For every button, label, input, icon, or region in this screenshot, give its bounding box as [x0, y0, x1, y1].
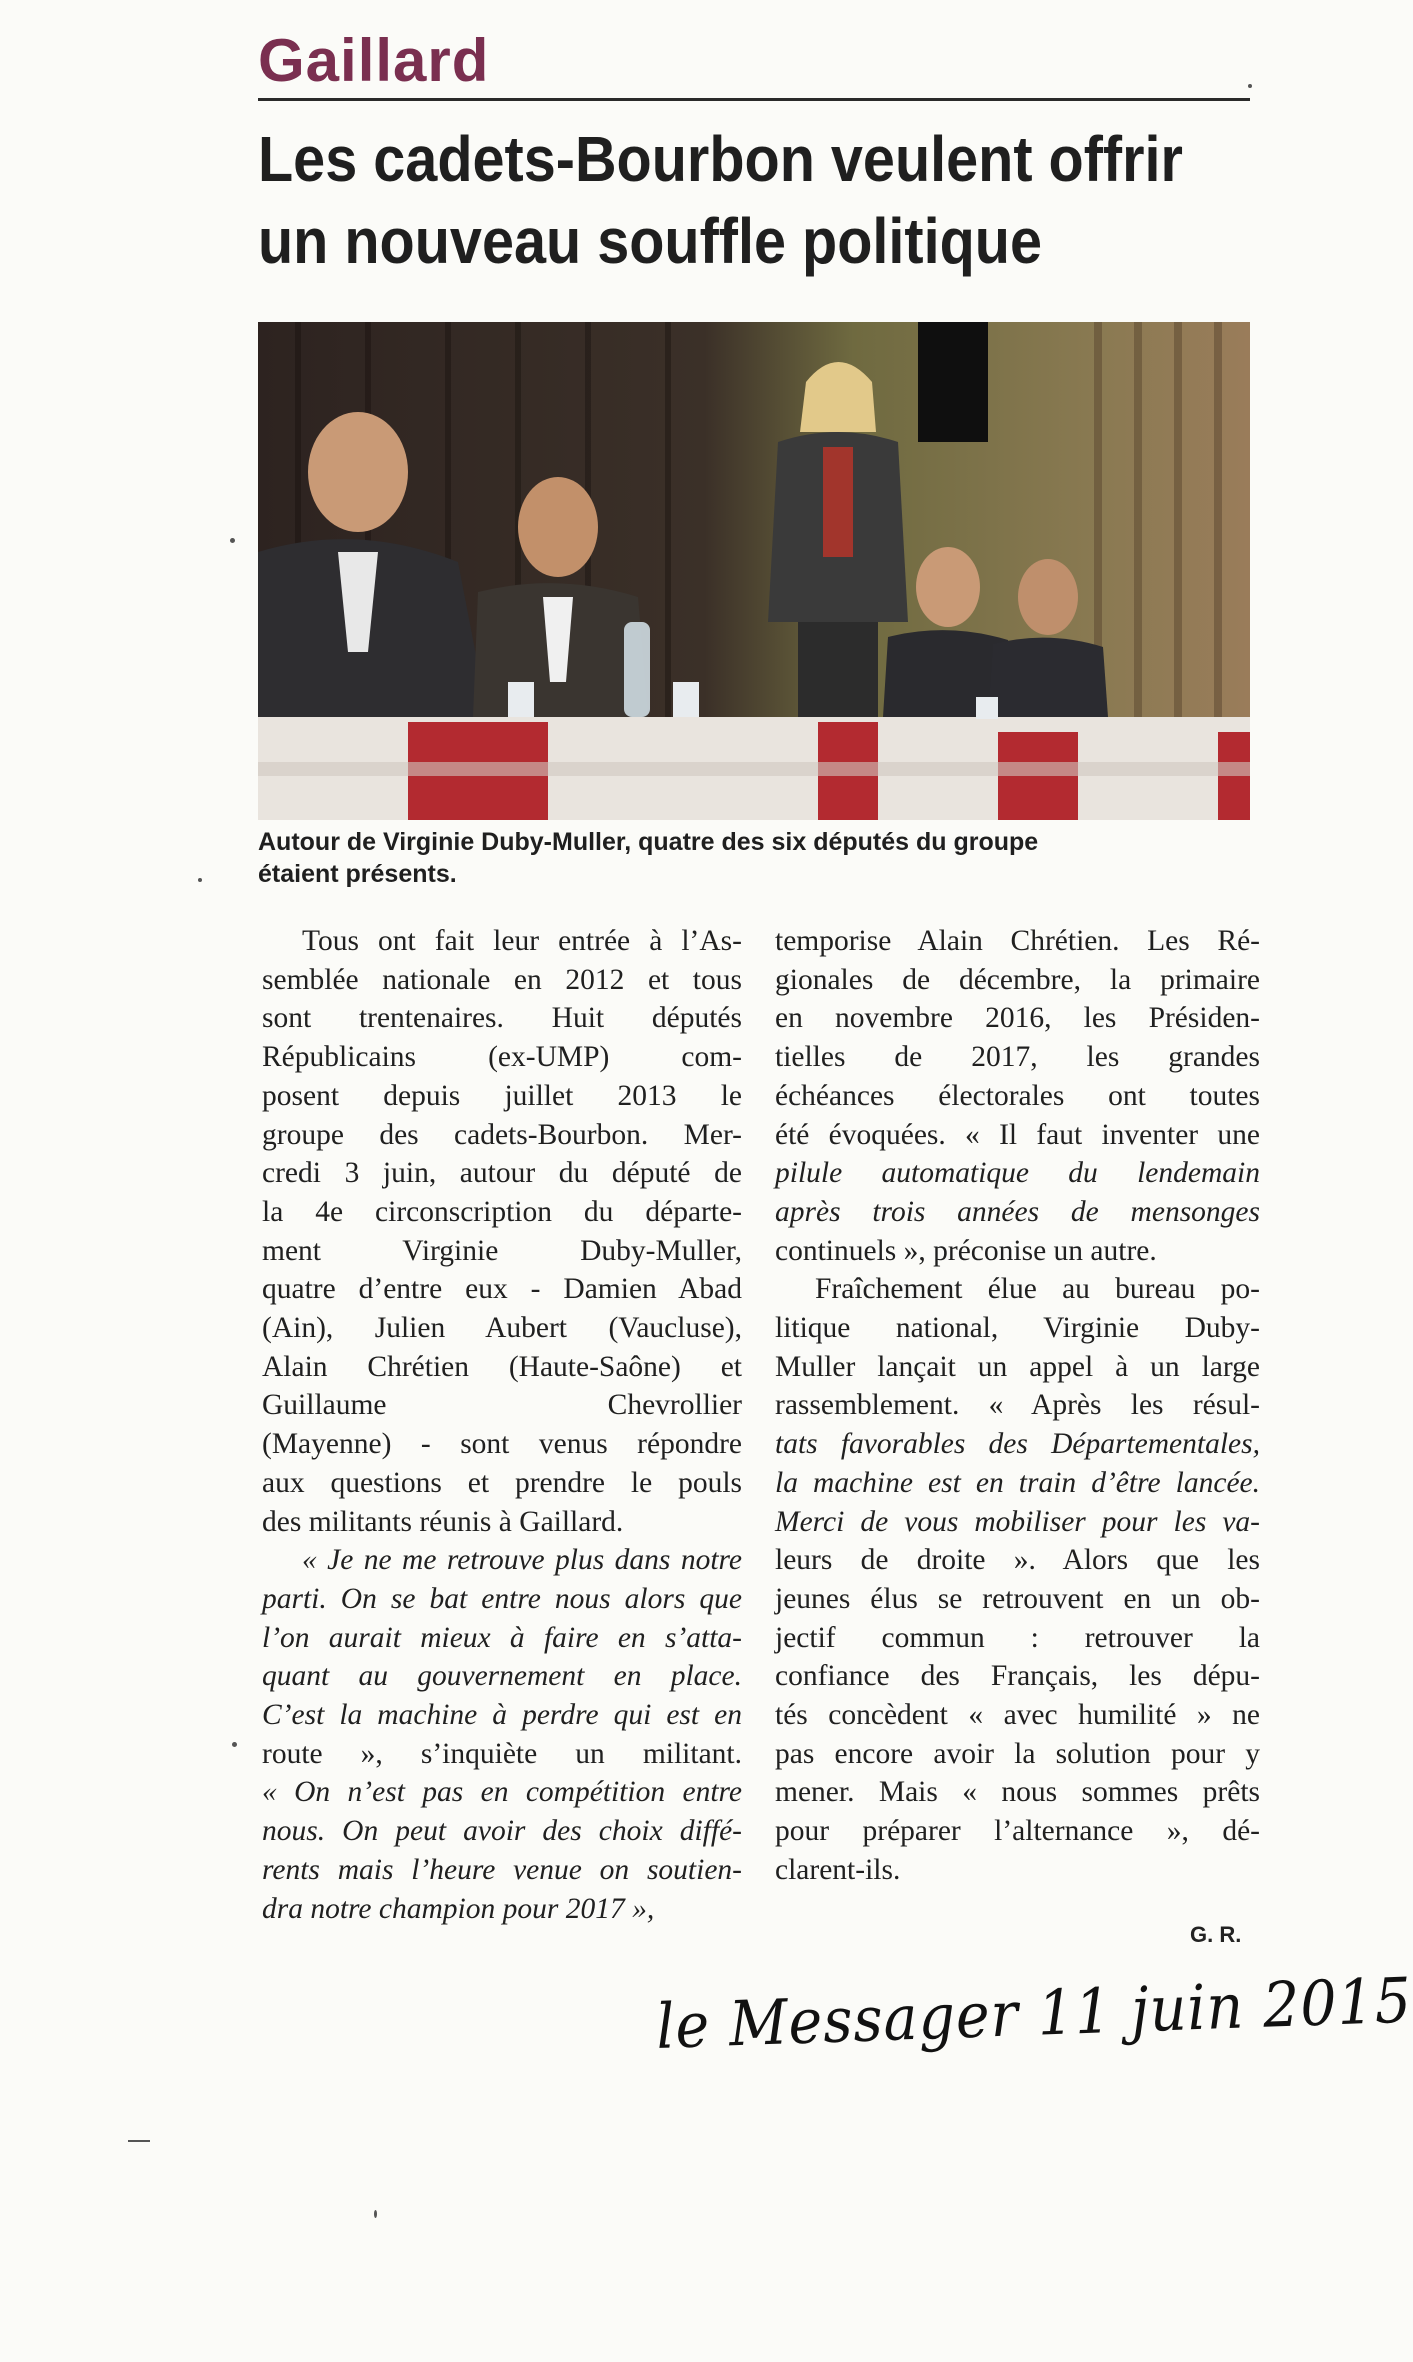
text-line: parti. On se bat entre nous alors que — [262, 1582, 742, 1615]
text-line: rents mais l’heure venue on soutien- — [262, 1853, 742, 1886]
text-line: « On n’est pas en compétition entre — [262, 1776, 742, 1809]
section-rule — [258, 98, 1250, 101]
section-title: Gaillard — [258, 27, 490, 94]
headline-line: Les cadets-Bourbon veulent offrir — [258, 123, 1183, 195]
text-line: leurs de droite ». Alors que les — [775, 1544, 1260, 1577]
text-line: Merci de vous mobiliser pour les va- — [775, 1505, 1260, 1538]
caption-line: étaient présents. — [258, 860, 457, 888]
text-line: jectif commun : retrouver la — [775, 1621, 1260, 1654]
text-line: rassemblement. « Après les résul- — [775, 1389, 1260, 1422]
text-line: échéances électorales ont toutes — [775, 1079, 1260, 1112]
text-line: gionales de décembre, la primaire — [775, 963, 1260, 996]
text-line: des militants réunis à Gaillard. — [262, 1505, 624, 1538]
text-line: clarent-ils. — [775, 1853, 901, 1886]
text-line: la machine est en train d’être lancée. — [775, 1466, 1260, 1499]
text-line: après trois années de mensonges — [775, 1195, 1260, 1228]
text-line: mener. Mais « nous sommes prêts — [775, 1776, 1260, 1809]
text-line: credi 3 juin, autour du député de — [262, 1157, 742, 1190]
text-line: nous. On peut avoir des choix diffé- — [262, 1815, 742, 1848]
text-line: temporise Alain Chrétien. Les Ré- — [775, 925, 1260, 957]
text-line: C’est la machine à perdre qui est en — [262, 1699, 742, 1732]
caption-line: Autour de Virginie Duby-Muller, quatre des six députés du groupe — [258, 828, 1039, 856]
text-line: (Ain), Julien Aubert (Vaucluse), — [262, 1312, 742, 1345]
scan-speck — [198, 878, 202, 882]
article-column-1 — [262, 922, 742, 1928]
scan-speck — [374, 2210, 377, 2218]
text-line: route », s’inquiète un militant. — [262, 1737, 742, 1770]
text-line: Alain Chrétien (Haute-Saône) et — [262, 1350, 742, 1383]
text-line: « Je ne me retrouve plus dans notre — [302, 1544, 742, 1577]
photo-illustration — [258, 322, 1250, 820]
text-line: pilule automatique du lendemain — [775, 1157, 1260, 1190]
handwritten-note: le Messager 11 juin 2015 — [655, 1963, 1413, 2063]
text-line: tés concèdent « avec humilité » ne — [775, 1699, 1260, 1732]
text-line: (Mayenne) - sont venus répondre — [262, 1428, 742, 1461]
scan-speck — [232, 1742, 237, 1747]
text-line: semblée nationale en 2012 et tous — [262, 963, 742, 996]
article-column-2 — [775, 922, 1260, 1890]
scan-speck — [128, 2140, 150, 2142]
text-line: Guillaume Chevrollier — [262, 1389, 742, 1422]
text-line: aux questions et prendre le pouls — [262, 1466, 742, 1499]
text-line: tats favorables des Départementales, — [775, 1428, 1260, 1461]
text-line: l’on aurait mieux à faire en s’atta- — [262, 1621, 742, 1654]
text-line: litique national, Virginie Duby- — [775, 1312, 1260, 1345]
headline — [258, 118, 1183, 282]
text-line: Républicains (ex-UMP) com- — [262, 1041, 742, 1074]
text-line: Tous ont fait leur entrée à l’As- — [302, 925, 742, 957]
text-line: tielles de 2017, les grandes — [775, 1041, 1260, 1074]
text-line: Fraîchement élue au bureau po- — [815, 1273, 1260, 1306]
text-line: sont trentenaires. Huit députés — [262, 1002, 742, 1035]
article-photo — [258, 322, 1250, 820]
text-line: pas encore avoir la solution pour y — [775, 1737, 1260, 1770]
text-line: quant au gouvernement en place. — [262, 1660, 742, 1693]
text-line: la 4e circonscription du départe- — [262, 1195, 742, 1228]
photo-caption — [258, 826, 1250, 890]
text-line: Muller lançait un appel à un large — [775, 1350, 1260, 1383]
text-line: posent depuis juillet 2013 le — [262, 1079, 742, 1112]
text-line: dra notre champion pour 2017 », — [262, 1892, 655, 1925]
text-line: pour préparer l’alternance », dé- — [775, 1815, 1260, 1848]
text-line: confiance des Français, les dépu- — [775, 1660, 1260, 1693]
text-line: été évoquées. « Il faut inventer une — [775, 1118, 1260, 1151]
text-line: jeunes élus se retrouvent en un ob- — [775, 1582, 1260, 1615]
text-line: continuels », préconise un autre. — [775, 1234, 1157, 1267]
text-line: quatre d’entre eux - Damien Abad — [262, 1273, 742, 1306]
text-line: ment Virginie Duby-Muller, — [262, 1234, 742, 1267]
text-line: en novembre 2016, les Présiden- — [775, 1002, 1260, 1035]
scan-speck — [230, 538, 235, 543]
headline-line: un nouveau souffle politique — [258, 205, 1042, 277]
author-signature: G. R. — [1190, 1922, 1242, 1947]
text-line: groupe des cadets-Bourbon. Mer- — [262, 1118, 742, 1151]
